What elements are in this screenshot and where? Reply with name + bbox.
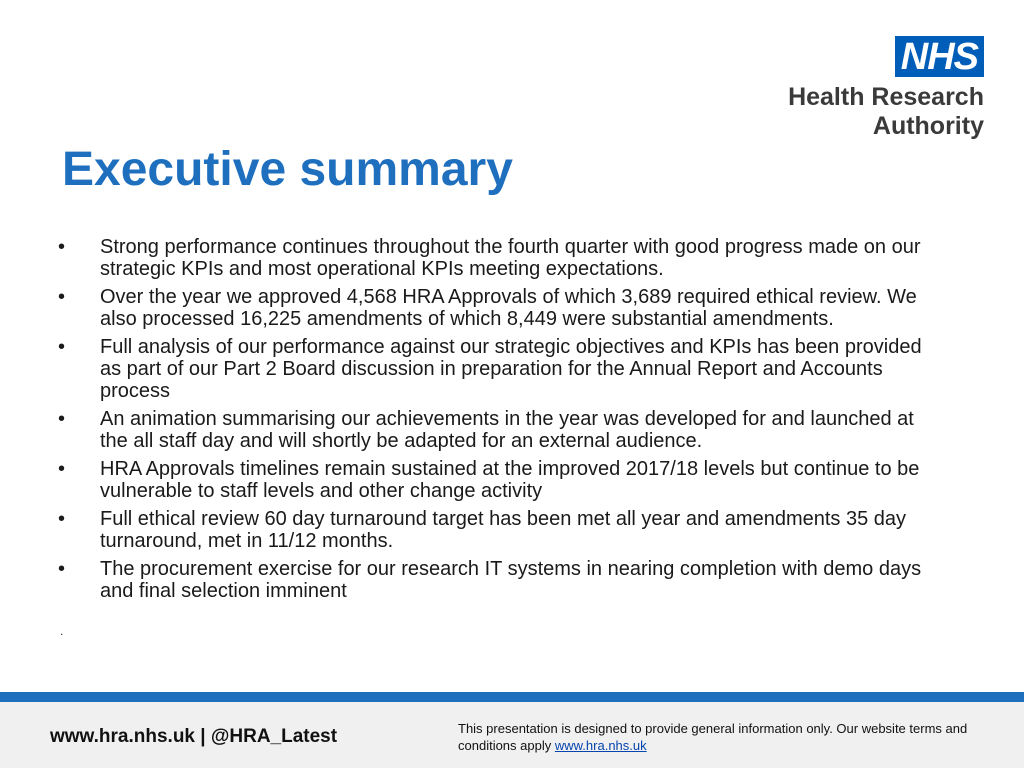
bullet-item	[56, 408, 936, 452]
bullet-marker: •	[58, 508, 66, 530]
hra-logo	[774, 36, 984, 141]
bullet-list	[56, 236, 936, 608]
bullet-text: The procurement exercise for our research IT systems in nearing completion with demo days and final selection imminent	[100, 558, 922, 602]
bullet-marker: •	[58, 286, 66, 308]
footer-website-link[interactable]: www.hra.nhs.uk	[554, 738, 647, 753]
bullet-text: Full ethical review 60 day turnaround target has been met all year and amendments 35 day turnaround, met in 11/12 months.	[100, 508, 907, 552]
bullet-text: Over the year we approved 4,568 HRA Approvals of which 3,689 required ethical review. We also processed 16,225 amendments of which 8,449 were substantial amendments.	[100, 286, 917, 330]
bullet-marker: •	[58, 336, 66, 358]
bullet-marker: •	[58, 558, 66, 580]
bullet-text: Full analysis of our performance against our strategic objectives and KPIs has been provided as part of our Part 2 Board discussion in preparation for the Annual Report and Accounts process	[100, 336, 922, 402]
bullet-item	[56, 508, 936, 552]
bullet-marker: •	[58, 236, 66, 258]
bullet-marker: •	[58, 458, 66, 480]
organisation-name-line1: Health Research	[788, 83, 984, 111]
footer-disclaimer	[458, 720, 998, 754]
footer	[0, 702, 1024, 768]
bullet-item	[56, 236, 936, 280]
bullet-text: HRA Approvals timelines remain sustained at the improved 2017/18 levels but continue to be vulnerable to staff levels and other change activity	[100, 458, 920, 502]
nhs-logo-badge: NHS	[895, 36, 984, 77]
bullet-item	[56, 336, 936, 402]
organisation-name	[774, 83, 984, 141]
footer-disclaimer-text: This presentation is designed to provide general information only. Our website terms and conditions apply	[458, 721, 968, 753]
bullet-item	[56, 286, 936, 330]
trailing-mark: .	[60, 624, 64, 638]
bullet-item	[56, 458, 936, 502]
slide-title: Executive summary	[62, 143, 513, 196]
footer-divider	[0, 692, 1024, 702]
bullet-text: An animation summarising our achievements in the year was developed for and launched at the all staff day and will shortly be adapted for an external audience.	[100, 408, 914, 452]
bullet-marker: •	[58, 408, 66, 430]
bullet-item	[56, 558, 936, 602]
organisation-name-line2: Authority	[872, 112, 984, 140]
footer-links: www.hra.nhs.uk | @HRA_Latest	[50, 726, 338, 747]
bullet-text: Strong performance continues throughout the fourth quarter with good progress made on our strategic KPIs and most operational KPIs meeting expectations.	[100, 236, 921, 280]
